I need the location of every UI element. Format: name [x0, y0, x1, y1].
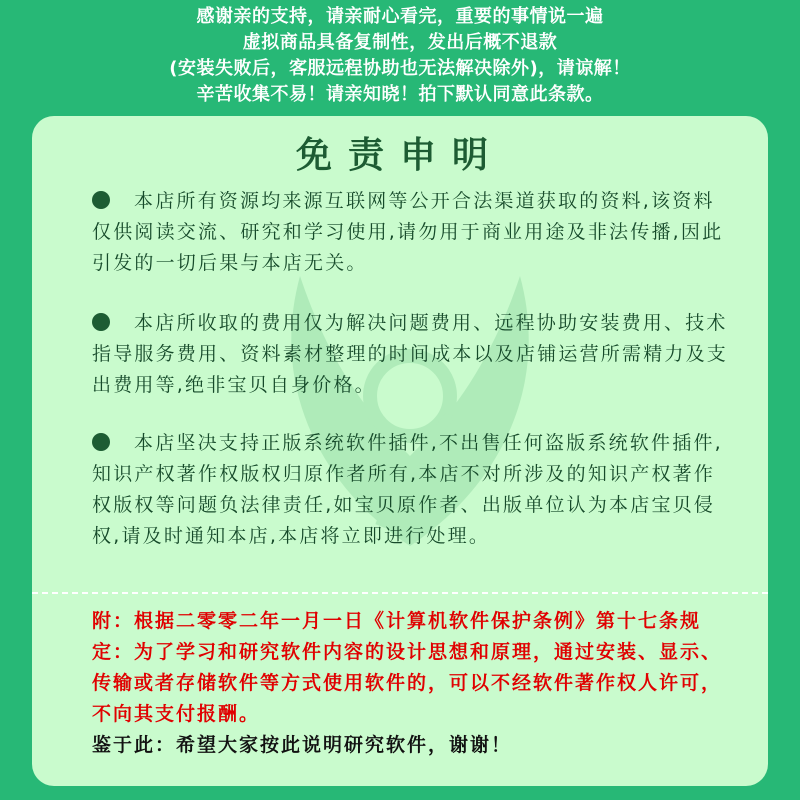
- notice-line-2: 虚拟商品具备复制性，发出后概不退款: [242, 32, 558, 53]
- paragraph-1-text: 本店所有资源均来源互联网等公开合法渠道获取的资料,该资料仅供阅读交流、研究和学习使用,请勿用于商业用途及非法传播,因此引发的一切后果与本店无关。: [92, 190, 724, 274]
- notice-line-3: (安装失败后，客服远程协助也无法解决除外)，请谅解！: [169, 58, 631, 79]
- bullet-dot-icon: [92, 191, 110, 209]
- paragraph-3-text: 本店坚决支持正版系统软件插件,不出售任何盗版系统软件插件,知识产权著作权版权归原作者所有,本店不对所涉及的知识产权著作权版权等问题负法律责任,如宝贝原作者、出版单位认为本店宝贝侵权,请及时通知本店,本店将立即进行处理。: [92, 432, 723, 547]
- top-notice: [0, 4, 800, 108]
- disclaimer-paragraph-1: [92, 186, 732, 279]
- notice-line-1: 感谢亲的支持，请亲耐心看完，重要的事情说一遍: [196, 6, 604, 27]
- bullet-dot-icon: [92, 433, 110, 451]
- disclaimer-card: [32, 116, 768, 786]
- dashed-divider: [32, 592, 768, 594]
- disclaimer-paragraph-2: [92, 308, 732, 401]
- disclaimer-paragraph-3: [92, 428, 732, 552]
- notice-line-4: 辛苦收集不易！请亲知晓！拍下默认同意此条款。: [196, 84, 604, 105]
- bullet-dot-icon: [92, 313, 110, 331]
- paragraph-2-text: 本店所收取的费用仅为解决问题费用、远程协助安装费用、技术指导服务费用、资料素材整理的时间成本以及店铺运营所需精力及支出费用等,绝非宝贝自身价格。: [92, 312, 729, 396]
- appendix-regulation-text: 附：根据二零零二年一月一日《计算机软件保护条例》第十七条规定：为了学习和研究软件内容的设计思想和原理，通过安装、显示、传输或者存储软件等方式使用软件的，可以不经软件著作权人许可，不向其支付报酬。: [92, 610, 723, 725]
- closing-text: 鉴于此：希望大家按此说明研究软件，谢谢！: [92, 734, 513, 756]
- disclaimer-title: 免责申明: [295, 135, 504, 176]
